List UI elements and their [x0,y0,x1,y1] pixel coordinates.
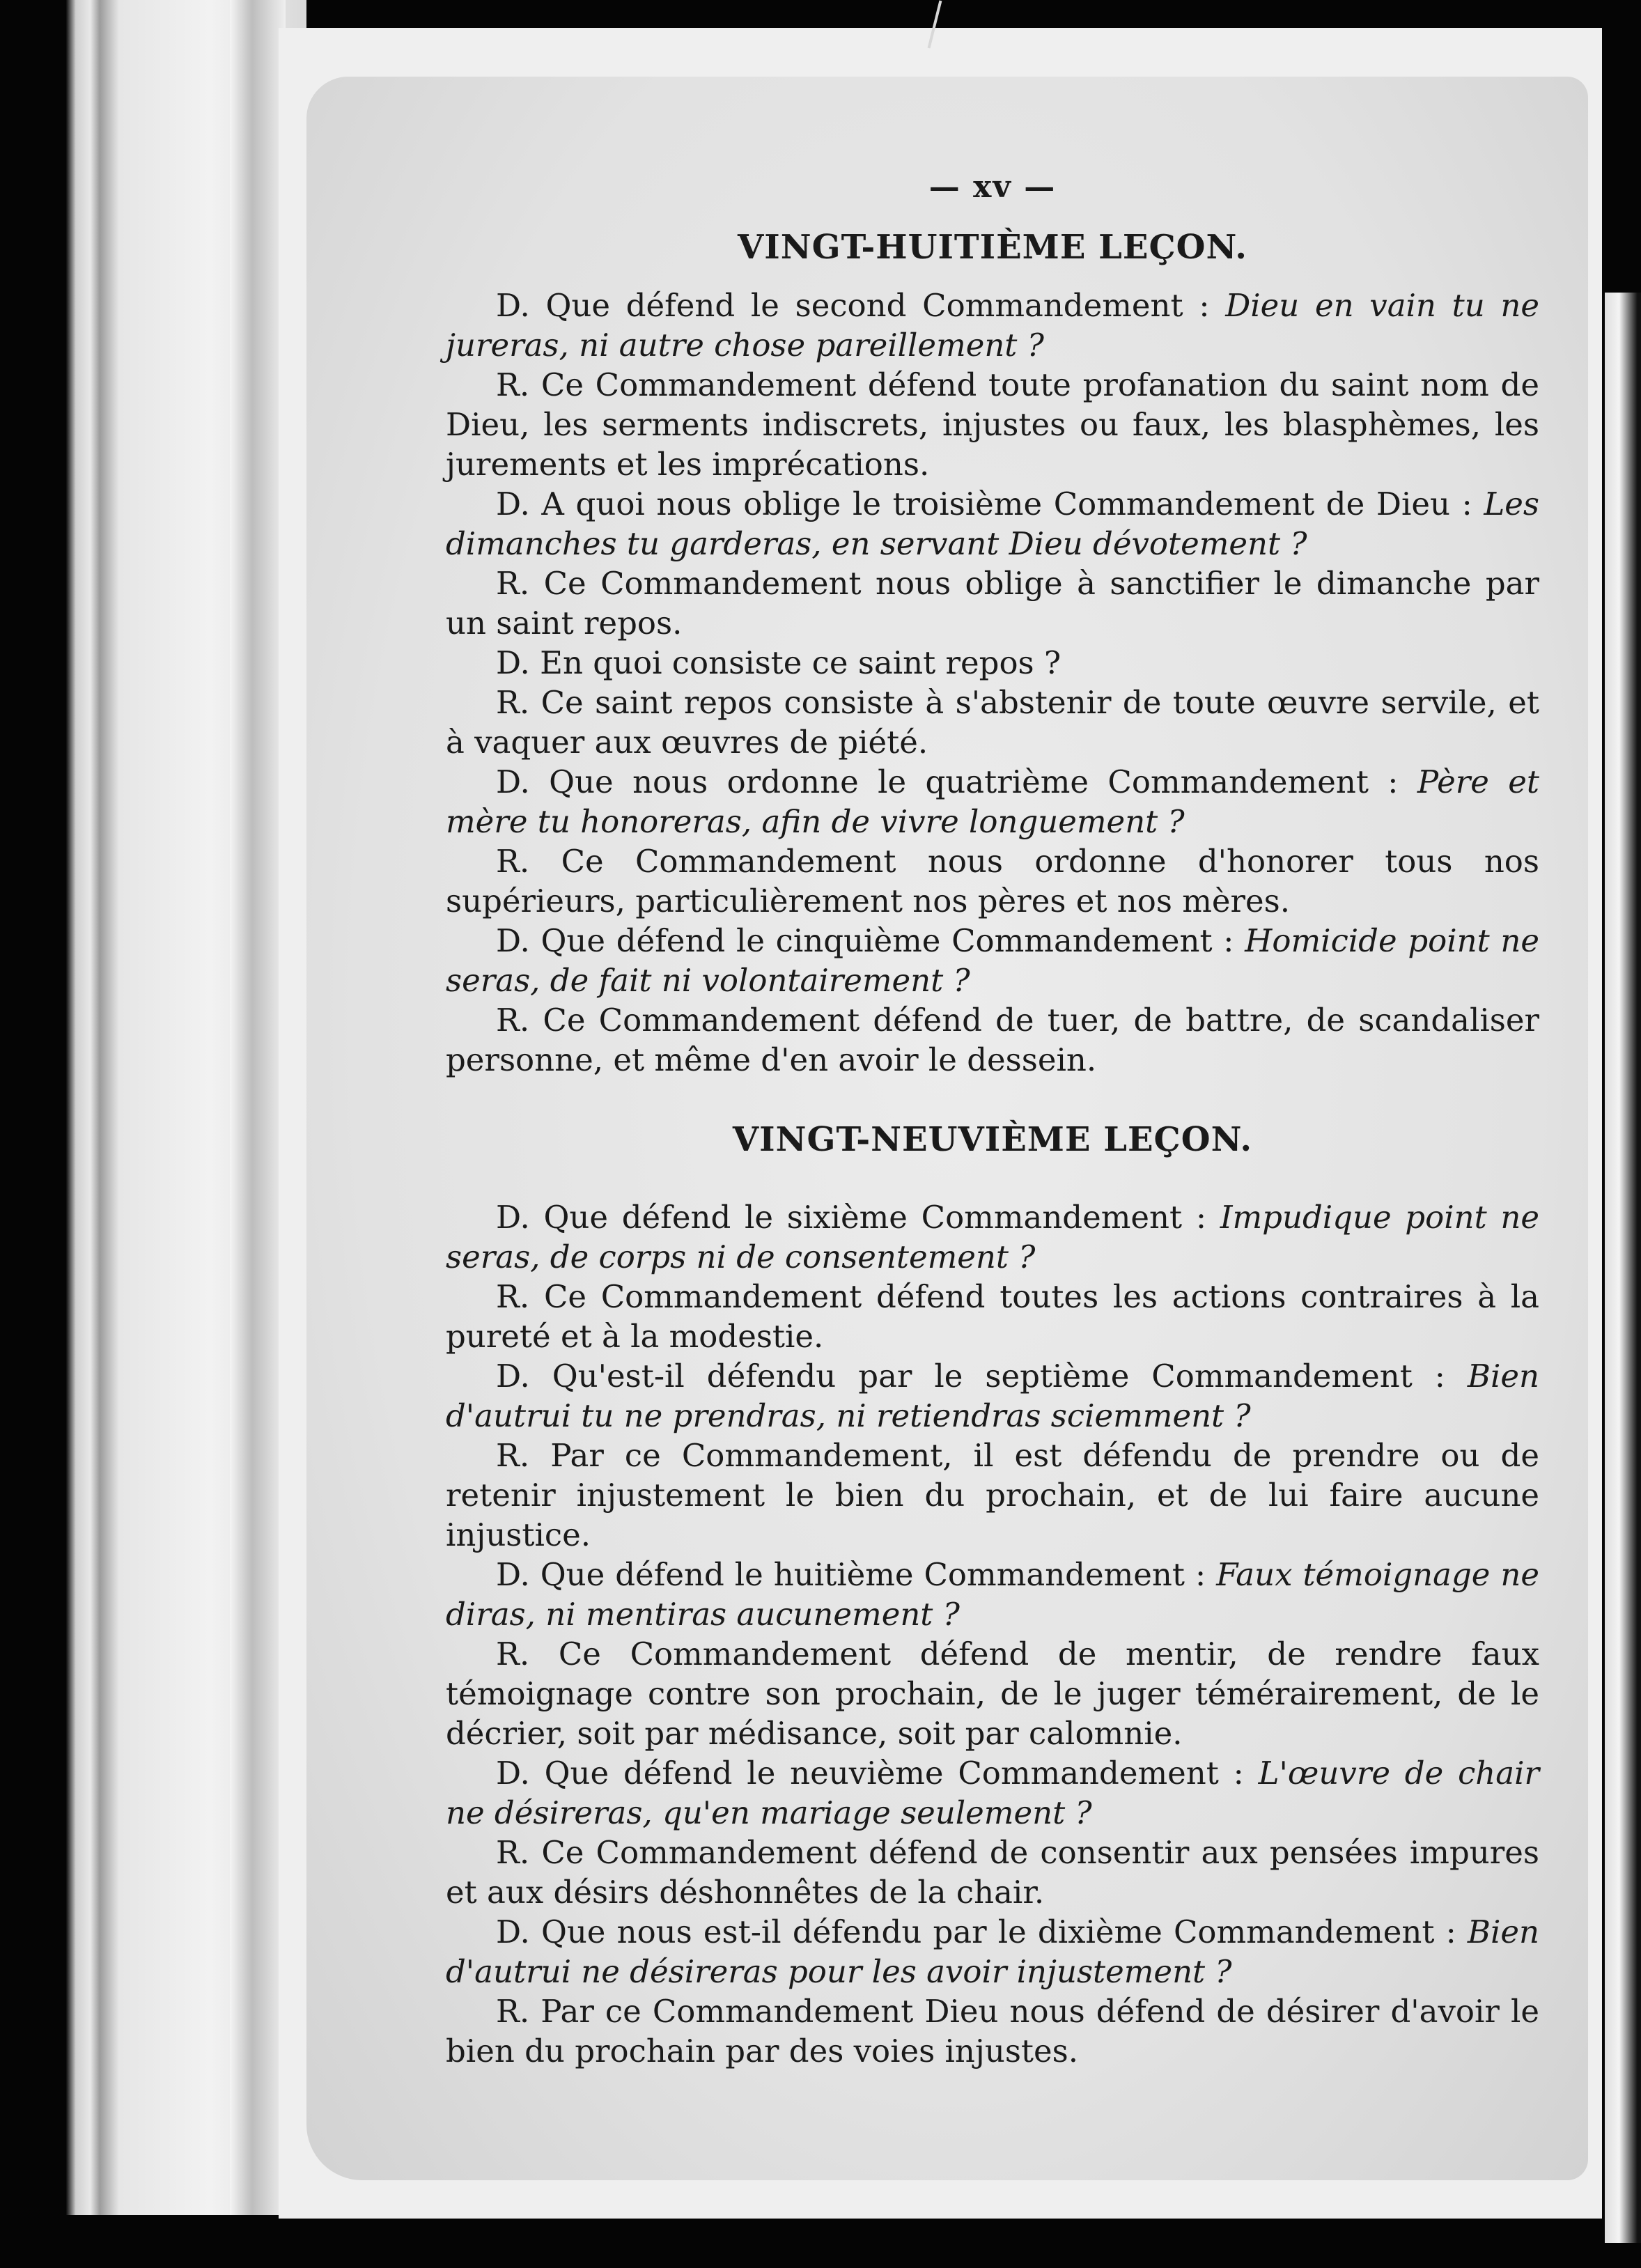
commandment-quote: Les dimanches tu garderas, en servant Dieu dévotement ? [446,486,1539,562]
answer-paragraph [446,841,1539,921]
answer-paragraph [446,564,1539,643]
answer-paragraph [446,1000,1539,1080]
question-paragraph [446,762,1539,841]
speaker-label: R. [496,1834,530,1871]
speaker-label: R. [496,843,530,880]
speaker-label: R. [496,1002,530,1039]
paragraph-text: Qu'est-il défendu par le septième Commandement : [552,1358,1445,1395]
speaker-label: R. [496,1278,530,1315]
speaker-label: R. [496,1993,530,2030]
commandment-quote: Faux témoignage ne diras, ni mentiras aucunement ? [446,1556,1539,1633]
answer-paragraph [446,1634,1539,1753]
commandment-quote: Dieu en vain tu ne jureras, ni autre chose pareillement ? [446,287,1539,364]
commandment-quote: Bien d'autrui ne désireras pour les avoir injustement ? [446,1913,1539,1990]
speaker-label: R. [496,1437,530,1474]
paragraph-text: Par ce Commandement, il est défendu de prendre ou de retenir injustement le bien du prochain, et de lui faire aucune injustice. [446,1437,1539,1553]
paragraph-text: Ce Commandement défend de tuer, de battre, de scandaliser personne, et même d'en avoir le dessein. [446,1002,1540,1078]
speaker-label: D. [496,922,530,959]
commandment-quote: Impudique point ne seras, de corps ni de consentement ? [446,1199,1540,1275]
answer-paragraph [446,1436,1539,1555]
lessons [446,228,1539,2071]
speaker-label: D. [496,644,530,681]
answer-paragraph [446,683,1539,762]
speaker-label: D. [496,1199,530,1236]
paragraph-text: Que défend le second Commandement : [545,287,1210,324]
question-paragraph [446,286,1539,365]
paragraph-text: Ce Commandement défend toute profanation du saint nom de Dieu, les serments indiscrets, injustes ou faux, les blasphèmes, les jurements et les imprécations. [446,366,1539,483]
speaker-label: R. [496,366,530,403]
answer-paragraph [446,1833,1539,1912]
speaker-label: R. [496,1636,530,1672]
question-paragraph [446,1356,1539,1436]
question-paragraph [446,484,1539,564]
question-paragraph [446,921,1539,1000]
question-paragraph [446,1912,1539,1991]
question-paragraph [446,1753,1539,1833]
paragraph-text: Ce Commandement défend de mentir, de rendre faux témoignage contre son prochain, de le juger témérairement, de le décrier, soit par médisance, soit par calomnie. [446,1636,1539,1752]
speaker-label: D. [496,763,530,800]
paragraph-text: Que défend le huitième Commandement : [540,1556,1206,1593]
paragraph-text: Que nous est-il défendu par le dixième Commandement : [540,1913,1456,1950]
paragraph-text: Ce Commandement défend de consentir aux pensées impures et aux désirs déshonnêtes de la chair. [446,1834,1539,1911]
commandment-quote: Père et mère tu honoreras, afin de vivre longuement ? [446,763,1539,840]
speaker-label: D. [496,1556,530,1593]
paragraph-text: Que défend le cinquième Commandement : [540,922,1234,959]
page-stack-edge [230,0,286,2215]
paragraph-text: Ce Commandement défend toutes les actions contraires à la pureté et à la modestie. [446,1278,1540,1355]
paragraph-text: Par ce Commandement Dieu nous défend de désirer d'avoir le bien du prochain par des voies injustes. [446,1993,1539,2069]
paragraph-text: A quoi nous oblige le troisième Commandement de Dieu : [541,486,1472,522]
answer-paragraph [446,1991,1539,2071]
paragraph-text: Ce Commandement nous oblige à sanctifier le dimanche par un saint repos. [446,565,1539,642]
paragraph-text: En quoi consiste ce saint repos ? [540,644,1061,681]
page-number: — xv — [928,169,1057,205]
answer-paragraph [446,1277,1539,1356]
commandment-quote: Homicide point ne seras, de fait ni volontairement ? [446,922,1539,999]
speaker-label: D. [496,1358,530,1395]
question-paragraph [446,1555,1539,1634]
commandment-quote: Bien d'autrui tu ne prendras, ni retiendras sciemment ? [446,1358,1539,1434]
speaker-label: D. [496,1913,530,1950]
commandment-quote: L'œuvre de chair ne désireras, qu'en mariage seulement ? [446,1755,1539,1831]
lesson-title: VINGT-HUITIÈME LEÇON. [738,228,1247,267]
answer-paragraph [446,365,1539,484]
speaker-label: R. [496,684,530,721]
facing-page-edge [1605,293,1641,2243]
question-paragraph [446,643,1539,683]
speaker-label: D. [496,486,530,522]
page-text [446,167,1539,2071]
speaker-label: D. [496,1755,530,1792]
speaker-label: R. [496,565,530,602]
paragraph-text: Que défend le neuvième Commandement : [544,1755,1244,1792]
lesson-title: VINGT-NEUVIÈME LEÇON. [732,1120,1253,1159]
paragraph-text: Ce saint repos consiste à s'abstenir de toute œuvre servile, et à vaquer aux œuvres de piété. [446,684,1539,761]
speaker-label: D. [496,287,530,324]
paragraph-text: Que nous ordonne le quatrième Commandement : [549,763,1399,800]
question-paragraph [446,1197,1539,1277]
paragraph-text: Ce Commandement nous ordonne d'honorer tous nos supérieurs, particulièrement nos pères et nos mères. [446,843,1539,919]
paragraph-text: Que défend le sixième Commandement : [543,1199,1206,1236]
